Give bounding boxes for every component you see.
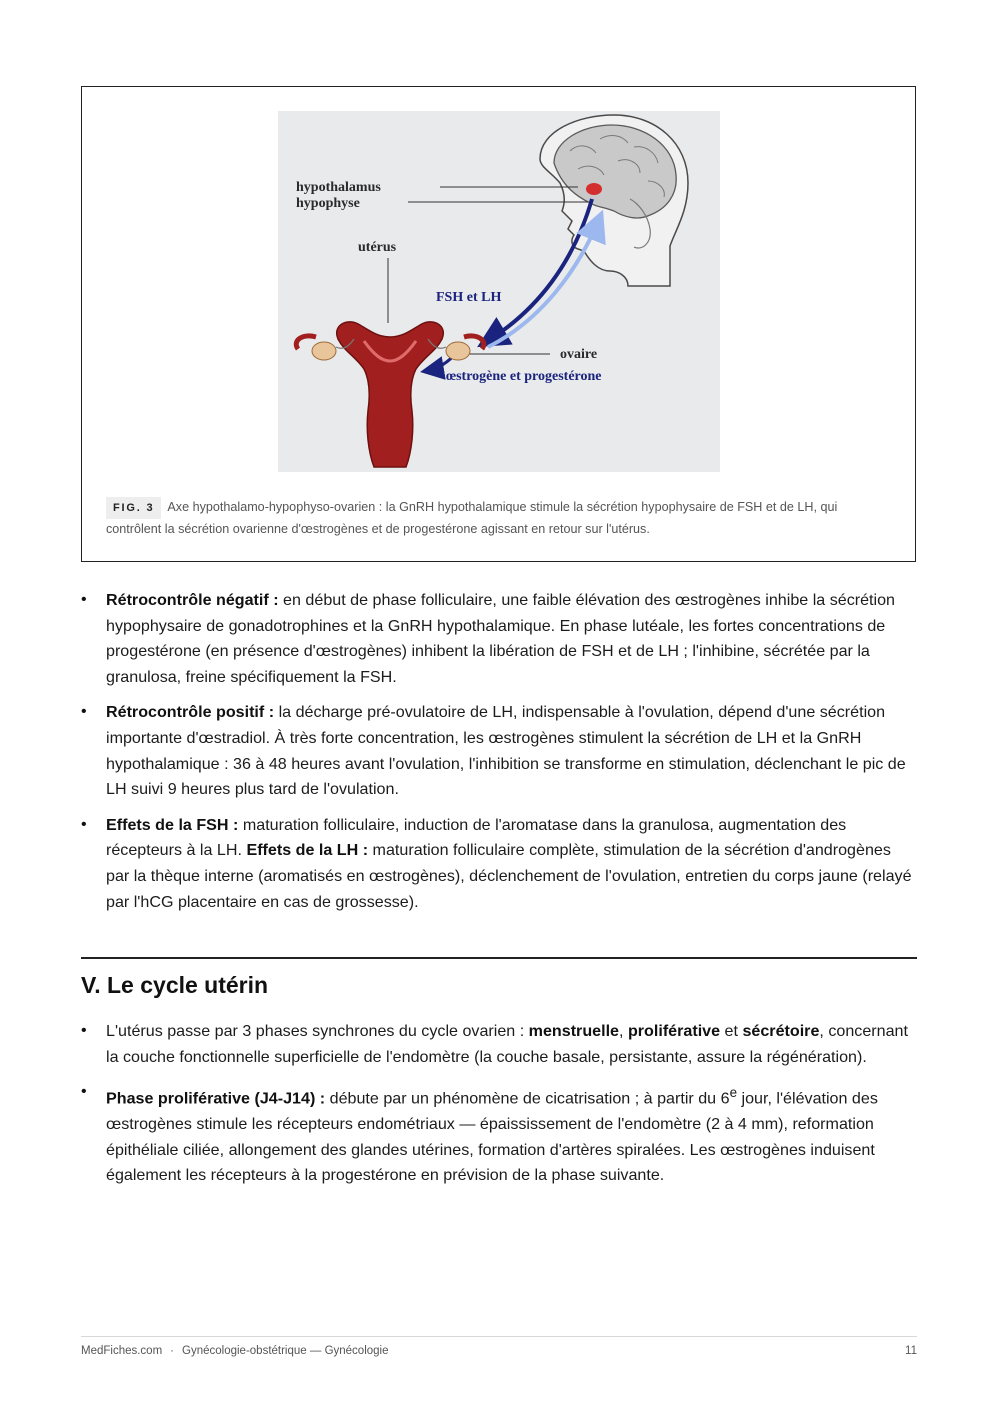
bullet-text: jour, l'élévation des œstrogènes stimule les récepteurs endométriaux — épaississement de l'endomètre (2 à 4 mm), reformation épithéliale ciliée, allongement des glandes utérines, formation d'artères spiralées. Les œstrogènes induisent également les récepteurs à la progestérone en prévision de la phase suivante. bbox=[106, 1089, 878, 1185]
superscript: e bbox=[729, 1085, 738, 1101]
bullet-text: , concernant la couche fonctionnelle superficielle de l'endomètre (la couche basale, persistante, assure la régénération). bbox=[106, 1022, 908, 1066]
footer-divider bbox=[81, 1336, 917, 1337]
footer-separator: · bbox=[170, 1345, 175, 1357]
footer-site-link[interactable]: MedFiches.com bbox=[81, 1345, 163, 1357]
bullet-emphasis: menstruelle bbox=[528, 1022, 619, 1040]
hpo-axis-illustration bbox=[278, 111, 720, 472]
figure-caption bbox=[106, 497, 896, 539]
footer-left bbox=[81, 1345, 389, 1357]
left-ovary bbox=[312, 342, 336, 360]
bullet-text: maturation folliculaire, induction de l'aromatase dans la granulosa, augmentation des récepteurs à la LH. bbox=[106, 815, 847, 860]
bullet-text: débute par un phénomène de cicatrisation ; à partir du 6 bbox=[325, 1089, 730, 1108]
bullet-heading: Rétrocontrôle positif : bbox=[106, 703, 275, 722]
uterine-cycle-bullets bbox=[81, 1019, 917, 1199]
figure-tag: FIG. 3 bbox=[106, 497, 161, 519]
list-item bbox=[81, 588, 917, 690]
footer-category: Gynécologie-obstétrique — Gynécologie bbox=[182, 1345, 389, 1357]
list-item bbox=[81, 1080, 917, 1189]
list-item bbox=[81, 700, 917, 802]
bullet-heading: Effets de la FSH : bbox=[106, 815, 239, 834]
figure-box bbox=[81, 86, 916, 562]
bullet-text: , bbox=[619, 1022, 628, 1040]
bullet-text: en début de phase folliculaire, une faible élévation des œstrogènes inhibe la sécrétion hypophysaire de gonadotrophines et la GnRH hypothalamique. En phase lutéale, les fortes concentrations de progestérone (en présence d'œstrogènes) inhibent la libération de FSH et de LH ; l'inhibine, sécrétée par la granulosa, freine spécifiquement la FSH. bbox=[106, 591, 896, 686]
bullet-text: et bbox=[720, 1022, 743, 1040]
bullet-heading: Phase proliférative (J4-J14) : bbox=[106, 1089, 326, 1108]
bullet-heading: Rétrocontrôle négatif : bbox=[106, 591, 279, 609]
section-divider bbox=[81, 957, 917, 959]
bullet-text: L'utérus passe par 3 phases synchrones du cycle ovarien : bbox=[106, 1022, 529, 1040]
bullet-text: la décharge pré-ovulatoire de LH, indispensable à l'ovulation, dépend d'une sécrétion importante d'œstradiol. À très forte concentration, les œstrogènes stimulent la sécrétion de LH et la GnRH hypothalamique : 36 à 48 heures avant l'ovulation, l'inhibition se transforme en stimulation, déclenchant le pic de LH suivi 9 heures plus tard de l'ovulation. bbox=[106, 703, 906, 799]
bullet-heading: Effets de la LH : bbox=[246, 841, 369, 860]
bullet-emphasis: proliférative bbox=[627, 1022, 721, 1040]
list-item bbox=[81, 813, 917, 915]
figure-caption-text: Axe hypothalamo-hypophyso-ovarien : la GnRH hypothalamique stimule la sécrétion hypophysaire de FSH et de LH, qui contrôlent la sécrétion ovarienne d'œstrogènes et de progestérone agissant en retour sur l'utérus. bbox=[106, 500, 838, 536]
page-number: 11 bbox=[905, 1345, 917, 1357]
bullet-emphasis: sécrétoire bbox=[742, 1022, 820, 1040]
section-title: V. Le cycle utérin bbox=[81, 972, 269, 998]
uterus-shape bbox=[337, 322, 444, 467]
label-hypothalamus: hypothalamus bbox=[296, 180, 381, 195]
label-uterus: utérus bbox=[358, 240, 397, 255]
right-ovary bbox=[446, 342, 470, 360]
feedback-bullets bbox=[81, 588, 917, 925]
list-item bbox=[81, 1019, 917, 1070]
label-fsh-lh: FSH et LH bbox=[436, 290, 502, 305]
pituitary-spot bbox=[586, 183, 602, 195]
label-oestro-proge: œstrogène et progestérone bbox=[446, 369, 602, 384]
label-hypophyse: hypophyse bbox=[296, 196, 360, 211]
bullet-text: maturation folliculaire complète, stimulation de la sécrétion d'androgènes par la thèque interne (aromatisés en œstrogènes), déclenchement de l'ovulation, entretien du corps jaune (relayé par l'hCG placentaire en cas de grossesse). bbox=[106, 841, 912, 911]
label-ovaire: ovaire bbox=[560, 347, 598, 362]
hpo-axis-diagram bbox=[278, 111, 720, 472]
